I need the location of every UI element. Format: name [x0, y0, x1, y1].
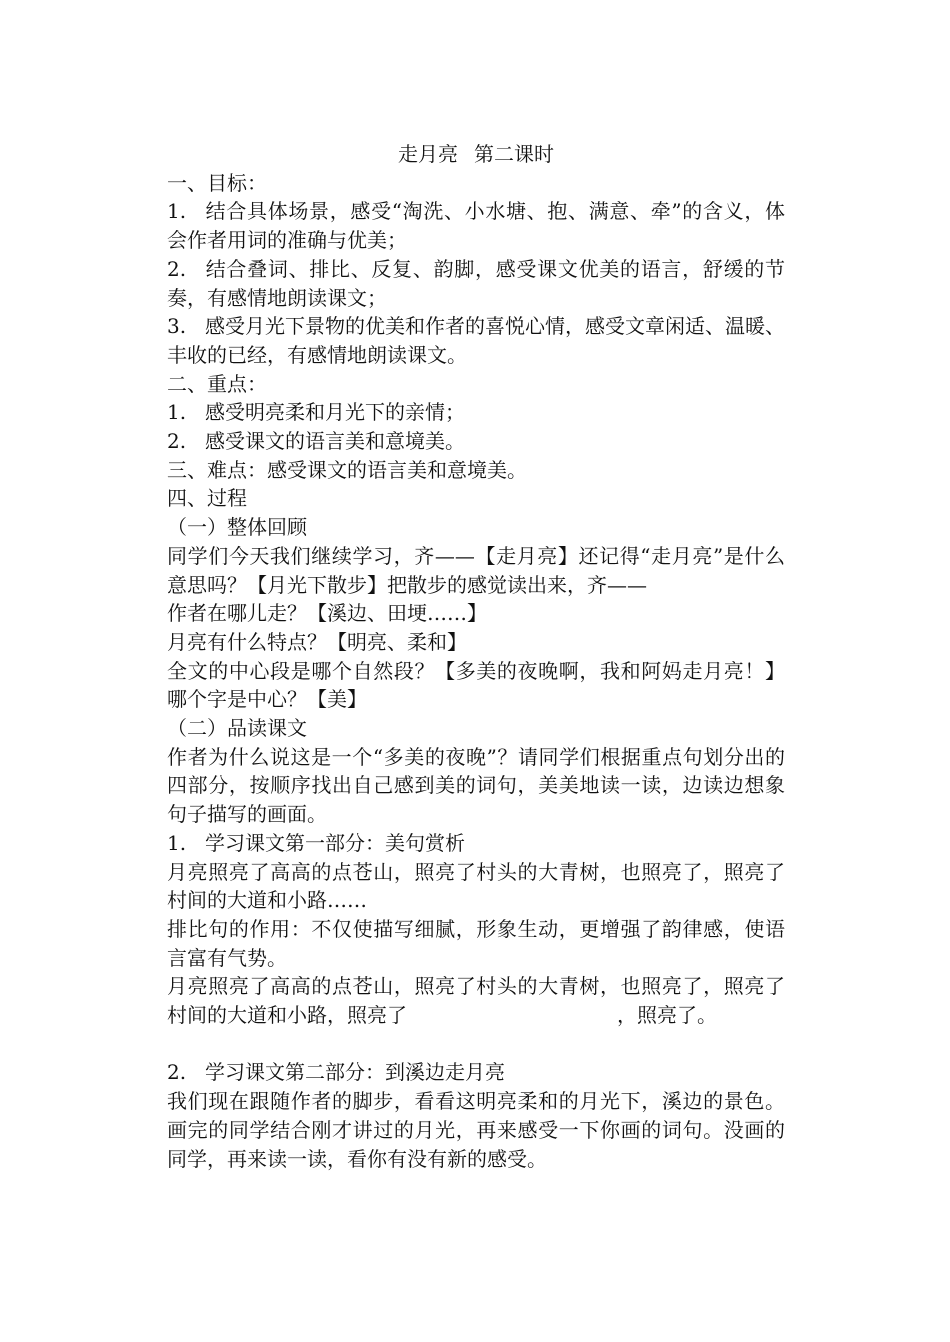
- subheading-review: （一）整体回顾: [167, 515, 307, 540]
- section-heading: 1. 学习课文第一部分：美句赏析: [167, 830, 465, 855]
- heading-key-points: 二、重点：: [167, 371, 267, 396]
- paragraph: 作者为什么说这是一个“多美的夜晚”？请同学们根据重点句划分出的四部分，按顺序找出自己感到美的词句，美美地读一读，边读边想象句子描写的画面。: [167, 744, 785, 827]
- empty-line: [167, 1030, 785, 1059]
- paragraph: 我们现在跟随作者的脚步，看看这明亮柔和的月光下，溪边的景色。画完的同学结合刚才讲过的月光，再来感受一下你画的词句。没画的同学，再来读一读，看你有没有新的感受。: [167, 1089, 785, 1171]
- paragraph: 全文的中心段是哪个自然段？【多美的夜晚啊，我和阿妈走月亮！】哪个字是中心？【美】: [167, 658, 785, 712]
- fill-blank-paragraph: 月亮照亮了高高的点苍山，照亮了村头的大青树，也照亮了，照亮了村间的大道和小路，照亮了 ，照亮了。: [167, 974, 785, 1028]
- paragraph: 同学们今天我们继续学习，齐——【走月亮】还记得“走月亮”是什么意思吗？【月光下散步】把散步的感觉读出来，齐——: [167, 543, 785, 597]
- page-title: [167, 140, 785, 169]
- document-page: [167, 140, 785, 1173]
- heading-process: 四、过程: [167, 486, 247, 511]
- paragraph: 月亮有什么特点？【明亮、柔和】: [167, 629, 467, 654]
- goal-item: 3. 感受月光下景物的优美和作者的喜悦心情，感受文章闲适、温暖、丰收的已经，有感情地朗读课文。: [167, 314, 785, 367]
- key-point-item: 2. 感受课文的语言美和意境美。: [167, 429, 465, 454]
- goal-item: 1. 结合具体场景，感受“淘洗、小水塘、抱、满意、牵”的含义，体会作者用词的准确与优美；: [167, 199, 785, 253]
- paragraph: 月亮照亮了高高的点苍山，照亮了村头的大青树，也照亮了，照亮了村间的大道和小路……: [167, 859, 785, 913]
- paragraph: 排比句的作用：不仅使描写细腻，形象生动，更增强了韵律感，使语言富有气势。: [167, 916, 785, 970]
- key-point-item: 1. 感受明亮柔和月光下的亲情；: [167, 400, 465, 425]
- paragraph: 作者在哪儿走？【溪边、田埂……】: [167, 601, 487, 626]
- title-main: 走月亮: [398, 142, 458, 166]
- heading-difficulty: 三、难点：感受课文的语言美和意境美。: [167, 457, 527, 482]
- subheading-reading: （二）品读课文: [167, 716, 307, 741]
- title-sub: 第二课时: [474, 142, 554, 166]
- section-heading: 2. 学习课文第二部分：到溪边走月亮: [167, 1060, 505, 1085]
- goal-item: 2. 结合叠词、排比、反复、韵脚，感受课文优美的语言，舒缓的节奏，有感情地朗读课文；: [167, 256, 785, 310]
- heading-goals: 一、目标：: [167, 170, 267, 195]
